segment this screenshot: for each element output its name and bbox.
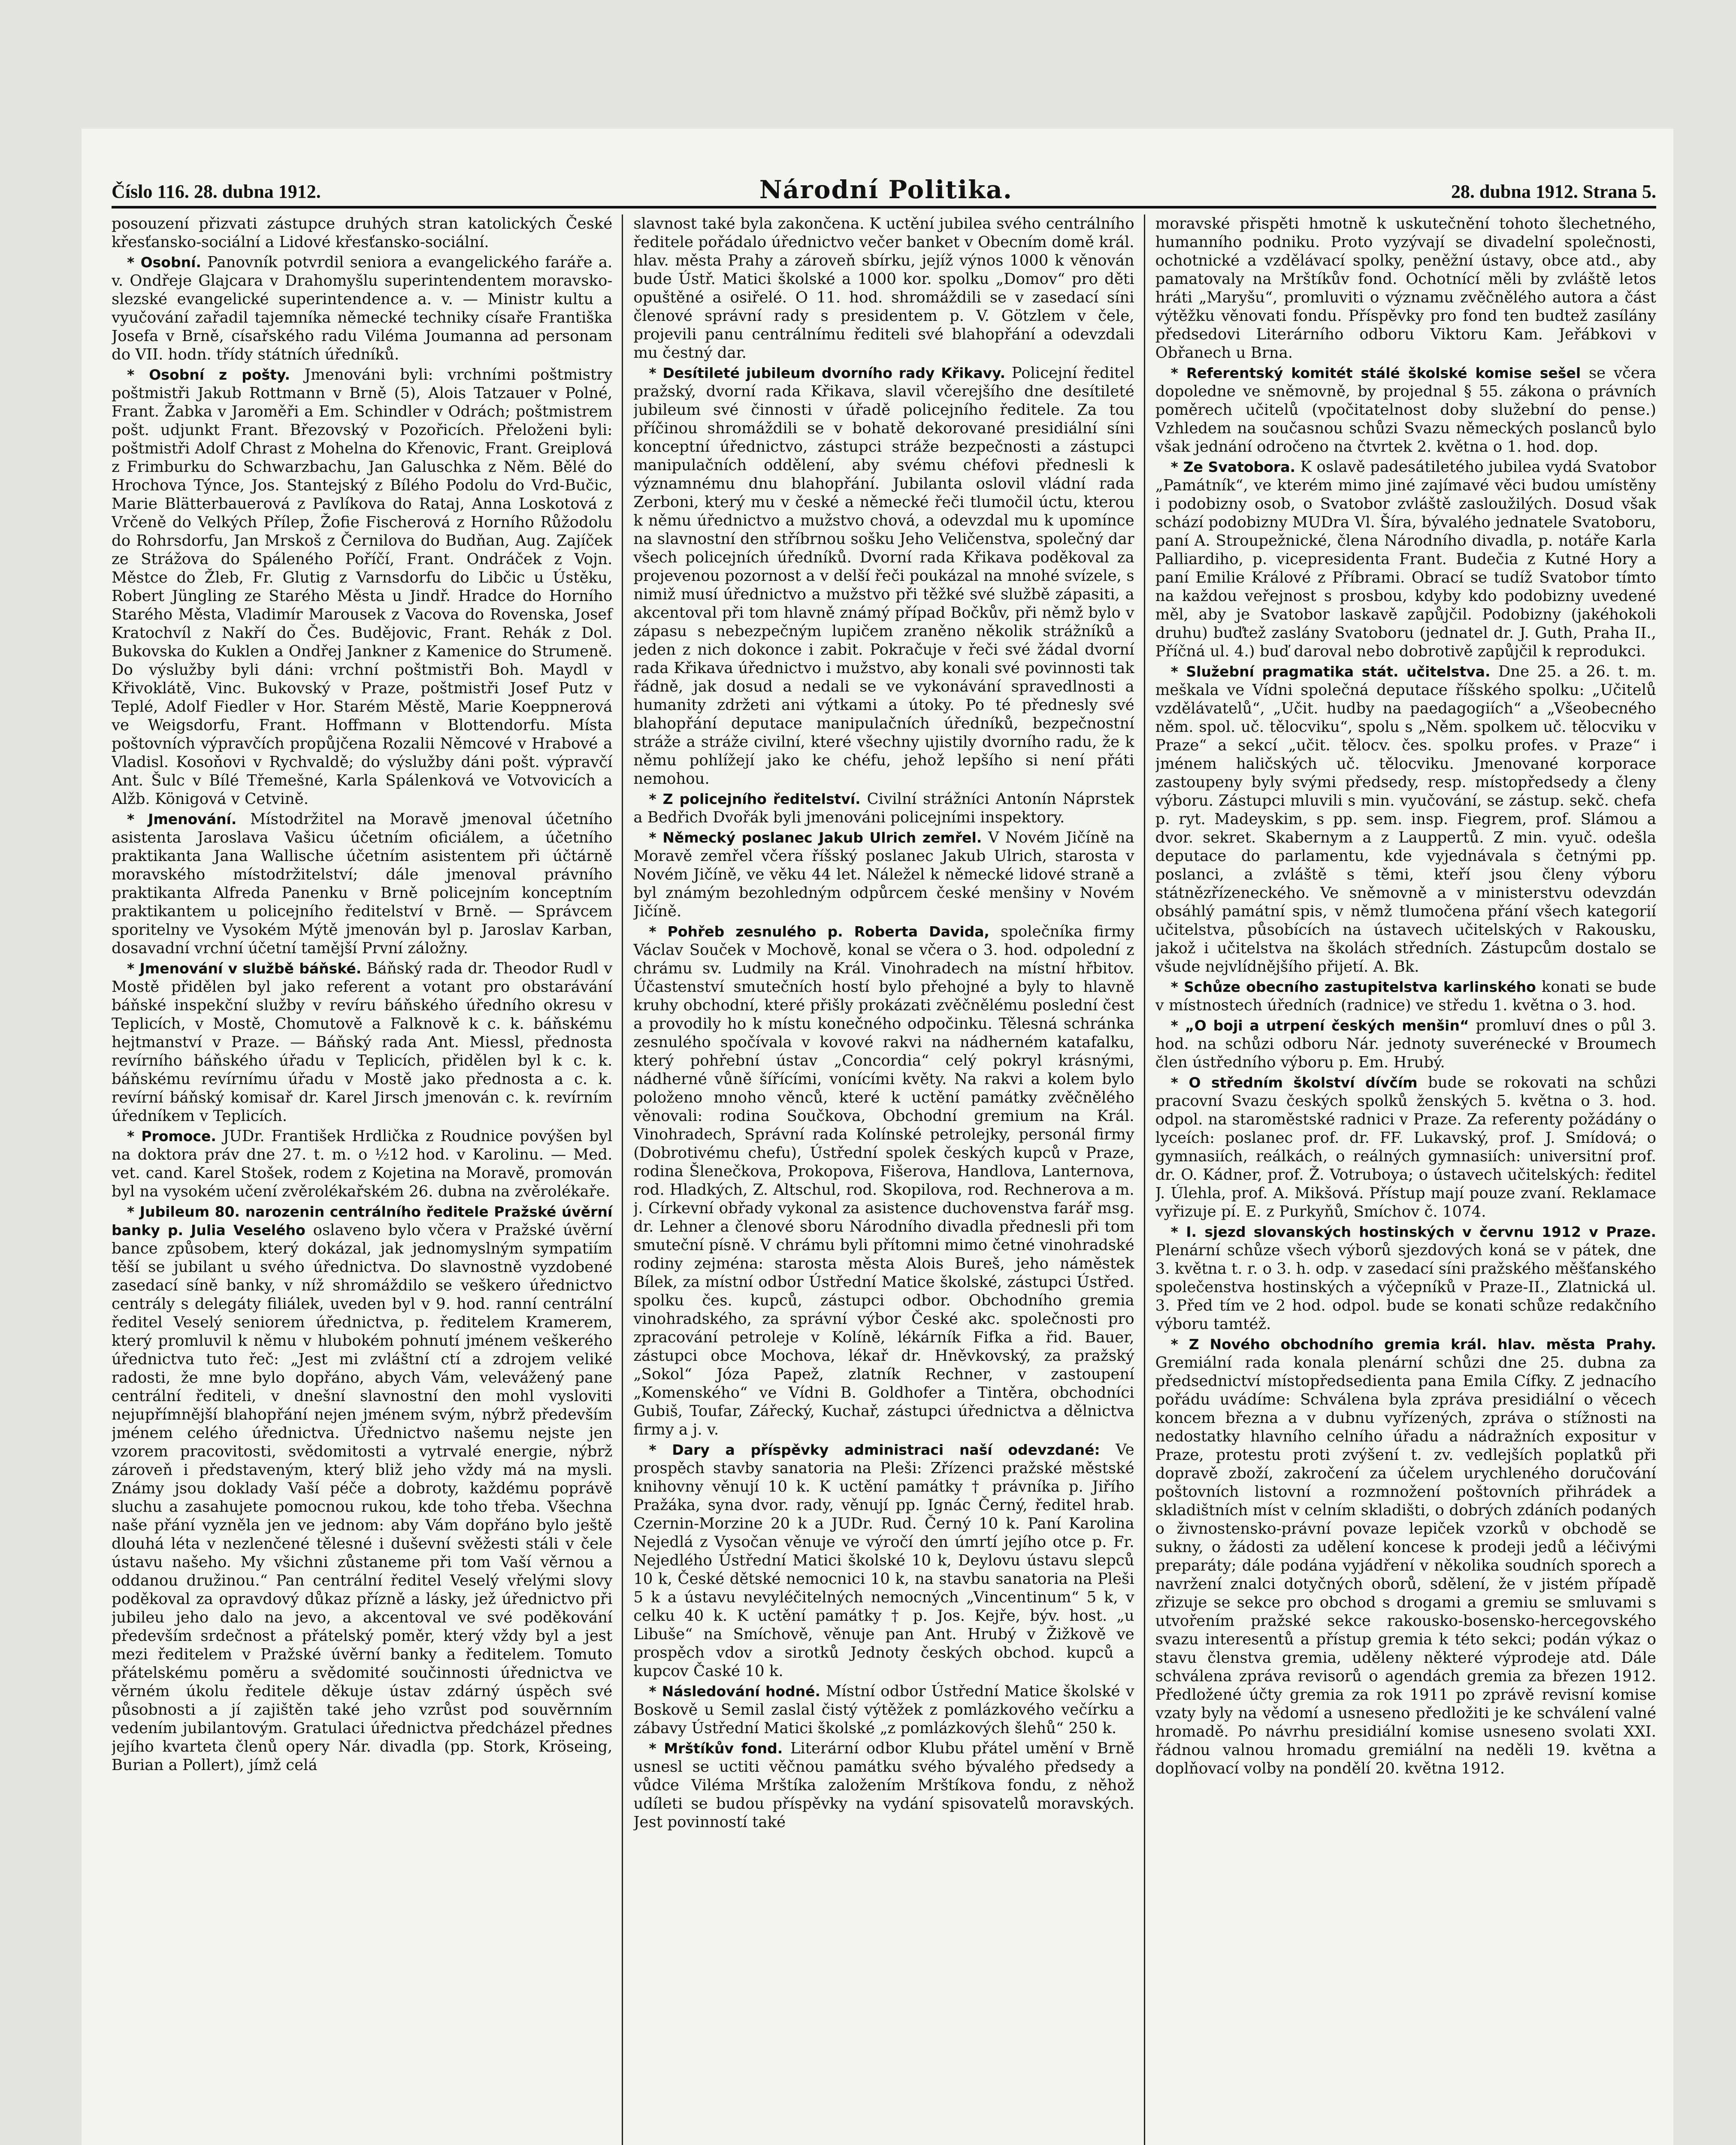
article-paragraph xyxy=(112,214,612,251)
paragraph-heading: * Ze Svatobora. xyxy=(1170,459,1296,475)
paragraph-text: Policejní ředitel pražský, dvorní rada Křikava, slavil včerejšího dne desítileté jubileum své činnosti v úřadě policejního ředitele. Za tou příčinou shromáždili se v bohatě dekorované presidiální síni konceptní úřednictvo, zástupci stráže bezpečnosti a zástupci manipulačních oddělení, aby svému chéfovi přednesli k významnému dnu blahopřání. Jubilanta oslovil vládní rada Zerboni, který mu v české a německé řeči tlumočil úctu, kterou k němu úřednictvo a mužstvo chová, a odevzdal mu k upomínce na slavnostní den stříbrnou sošku Jeho Veličenstva, společný dar všech policejních úředníků. Dvorní rada Křikava poděkoval za projevenou pozornost a v delší řeči poukázal na mnohé svízele, s nimiž musí úřednictvo a mužstvo při těžké své službě zápasiti, a akcentoval při tom hlavně známý případ Bočkův, při němž bylo v zápasu s nebezpečným lupičem zraněno několik strážníků a jeden z nich dokonce i zabit. Pokračuje v řeči své žádal dvorní rada Křikava úřednictvo i mužstvo, aby konali své povinnosti tak řádně, jak dosud a nedali se ve vykonávání spravedlnosti a humanity zdržeti ani výtkami a útoky. Po té přednesly své blahopřání deputace manipulačních úředníků, bezpečnostní stráže a stráže civilní, které všechny ujistily dvorního radu, že k němu pohlížejí jako ke chéfu, jehož lepšího si není přáti nemohou. xyxy=(633,364,1134,788)
article-paragraph xyxy=(112,1202,612,1774)
article-paragraph xyxy=(633,214,1134,362)
paragraph-text: se včera dopoledne ve sněmovně, by projednal § 55. zákona o právních poměrech učitelů (vpočitatelnost doby služební do pense.) Vzhledem na současnou schůzi Svazu německých poslanců bylo však jednání odročeno na čtvrtek 2. května o 1. hod. dop. xyxy=(1155,364,1656,456)
article-paragraph xyxy=(112,959,612,1125)
article-paragraph xyxy=(112,810,612,958)
paragraph-heading: * Schůze obecního zastupitelstva karlinského xyxy=(1170,979,1536,995)
article-paragraph xyxy=(1155,662,1656,976)
paragraph-text: slavnost také byla zakončena. K uctění jubilea svého centrálního ředitele pořádalo úřednictvo večer banket v Obecním domě král. hlav. města Prahy a zároveň sbírku, jejíž výnos 1000 k věnován bude Ústř. Matici školské a 1000 kor. spolku „Domov“ pro děti opuštěné a osiřelé. O 11. hod. shromáždili se v zasedací síni členové správní rady s presidentem p. V. Götzlem v čele, projevili panu centrálnímu řediteli své blahopřání a odevzdali mu čestný dar. xyxy=(633,215,1134,362)
paragraph-heading: * „O boji a utrpení českých menšin“ xyxy=(1170,1017,1469,1034)
paragraph-text: konati se bude v místnostech úředních (radnice) ve středu 1. května o 3. hod. xyxy=(1155,978,1656,1014)
paragraph-text: společníka firmy Václav Souček v Mochově, konal se včera o 3. hod. odpolední z chrámu sv. Ludmily na Král. Vinohradech na místní hřbitov. Účastenství smutečních hostí bylo přehojné a byly to hlavně kruhy obchodní, které přišly prokázati zvěčnělému poslední čest a provodily ho k místu konečného odpočinku. Tělesná schránka zesnulého spočívala v kovové rakvi na nádherném katafalku, který pohřební ústav „Concordia“ celý pokryl krásnými, nádherné vůně šířícími, vonícími květy. Na rakvi a kolem bylo položeno mnoho věnců, které k uctění památky zvěčnělého věnovali: rodina Součkova, Obchodní gremium na Král. Vinohradech, Správní rada Kolínské petrolejky, personál firmy (Dobrotivému chefu), Ústřední spolek českých kupců v Praze, rodina Šlenečkova, Prokopova, Fišerova, Handlova, Lanternova, rod. Hladkých, Z. Altschul, rod. Skopilova, rod. Rechnerova a m. j. Církevní obřady vykonal za asistence duchovenstva farář msg. dr. Lehner a členové sboru Národního divadla přednesli při tom smuteční písně. V chrámu byli přítomni mimo četné vinohradské rodiny zejména: starosta města Alois Bureš, jeho náměstek Bílek, za místní odbor Ústřední Matice školské, zástupci Ústřed. spolku čes. kupců, zástupci odbor. Obchodního gremia vinohradského, za správní výbor České akc. společnosti pro zpracování petroleje v Kolíně, lékárník Fifka a řid. Bauer, zástupci obce Mochova, lékař dr. Hněvkovský, za pražský „Sokol“ Józa Papež, zlatník Rechner, v zastoupení „Komenského“ ve Vídni B. Goldhofer a Tintěra, obchodníci Gubiš, Toufar, Zářecký, Kuchař, zástupci úřednictva a dělnictva firmy a j. v. xyxy=(633,923,1134,1438)
paragraph-text: Báňský rada dr. Theodor Rudl v Mostě přidělen byl jako referent a votant pro obstarávání báňské inspekční služby v revíru báňského úředního okresu v Teplicích, v Mostě, Chomutově a Falknově k c. k. báňskému hejtmanství v Praze. — Báňský rada Ant. Miessl, přednosta revírního báňského úřadu v Teplicích, přidělen byl k c. k. báňskému revírnímu úřadu v Mostě jako přednosta a c. k. revírní báňský komisař dr. Karel Jirsch jmenován c. k. revírním úředníkem v Teplicích. xyxy=(112,960,613,1125)
article-paragraph xyxy=(633,364,1134,788)
article-columns xyxy=(112,214,1656,2145)
paragraph-heading: * Jmenování. xyxy=(127,811,237,828)
paragraph-text: oslaveno bylo včera v Pražské úvěrní bance způsobem, který dokázal, jak jednomyslným sympatiím těší se jubilant u svého úřednictva. Do slavnostně vyzdobené zasedací síně banky, v níž shromáždilo se veškero úřednictvo centrály s delegáty filiálek, uveden byl v 9. hod. ranní centrální ředitel Veselý seniorem úřednictva, p. ředitelem Kramerem, který promluvil k němu v hlubokém pohnutí jménem veškerého úřednictva tuto řeč: „Jest mi zvláštní ctí a zdrojem veliké radosti, že mne bylo dopřáno, abych Vám, velevážený pane centrální řediteli, v dnešní slavnostní den mohl vysloviti nejupřímnější blahopřání nejen jménem svým, nýbrž především jménem celého úřednictva. Úřednictvo našemu nejste jen vzorem pracovitosti, svědomitosti a vytrvalé energie, nýbrž zároveň i představeným, který bliž jeho vždy má na mysli. Známy jsou doklady Vaší péče a dobroty, každému poprávě sluchu a zasahujete pomocnou rukou, kde toho třeba. Všechna naše přání vyzněla jen ve jednom: aby Vám dopřáno bylo ještě dlouhá léta v nezlenčené tělesné i duševní svěžesti stáli v čele ústavu našeho. My všichni zůstaneme při tom Vaší věrnou a oddanou družinou.“ Pan centrální ředitel Veselý vřelými slovy poděkoval za opravdový důkaz přízně a lásky, jež úřednictvo při jubileu jeho dalo na jevo, a akcentoval ve své poděkování především srdečnost a přátelský poměr, který vždy byl a jest mezi ředitelem v Pražské úvěrní banky a ředitelem. Tomuto přátelskému poměru a svědomité součinnosti úřednictva ve věrném úkolu ředitele děkuje ústav zdárný úspěch své působnosti a jí zajištěn také jeho vzrůst pod souvěrnním vedením jubilantovým. Gratulaci úřednictva předcházel přednes jejího kvarteta členů opery Nár. divadla (pp. Stork, Kröseing, Burian a Pollert), jímž celá xyxy=(112,1221,613,1774)
paragraph-heading: * Mrštíkův fond. xyxy=(649,1740,783,1757)
article-paragraph xyxy=(633,1739,1134,1831)
paragraph-heading: * Desítileté jubileum dvorního rady Křikavy. xyxy=(649,365,1006,381)
paragraph-text: bude se rokovati na schůzi pracovní Svazu českých spolků ženských 5. května o 3. hod. odpol. na staroměstské radnici v Praze. Za referenty požádány o lyceích: poslanec prof. dr. FF. Lukavský, prof. J. Smídová; o gymnasiích, reálkách, o reálných gymnasiích: universitní prof. dr. O. Kádner, prof. Ž. Votruboya; o ústavech učitelských: ředitel J. Úlehla, prof. A. Mikšová. Přístup mají pouze zvaní. Reklamace vyřizuje pí. E. z Purkyňů, Smíchov č. 1074. xyxy=(1155,1074,1656,1221)
article-paragraph xyxy=(1155,364,1656,456)
paragraph-heading: * Osobní z pošty. xyxy=(127,366,290,383)
article-paragraph xyxy=(1155,978,1656,1015)
paragraph-heading: * Referentský komitét stálé školské komise sešel xyxy=(1170,365,1581,381)
date-page-number: 28. dubna 1912. Strana 5. xyxy=(1451,181,1656,202)
paragraph-text: promluví dnes o půl 3. hod. na schůzi odboru Nár. jednoty suverénecké v Broumech člen ústředního výboru p. Em. Hrubý. xyxy=(1155,1017,1656,1071)
article-paragraph xyxy=(633,828,1134,921)
article-paragraph xyxy=(112,1127,612,1201)
issue-number: Číslo 116. 28. dubna 1912. xyxy=(112,181,321,202)
paragraph-heading: * Jubileum 80. narozenin centrálního ředitele Pražské úvěrní banky p. Julia Veselého xyxy=(112,1203,613,1239)
paragraph-text: Civilní strážníci Antonín Náprstek a Bedřich Dvořák byli jmenováni policejními inspektory. xyxy=(633,790,1134,826)
paragraph-heading: * Z Nového obchodního gremia král. hlav. města Prahy. xyxy=(1170,1336,1656,1353)
paragraph-text: Literární odbor Klubu přátel umění v Brně usnesl se uctiti věčnou památku svého bývalého předsedy a vůdce Viléma Mrštíka založením Mrštíkova fondu, z něhož udíleti se budou příspěvky na vydání spisovatelů moravských. Jest povinností také xyxy=(633,1740,1134,1831)
page-header xyxy=(112,176,1656,208)
paragraph-heading: * Promoce. xyxy=(127,1128,216,1145)
column-1 xyxy=(112,214,623,2145)
paragraph-heading: * Osobní. xyxy=(127,254,201,271)
paragraph-text: moravské přispěti hmotně k uskutečnění tohoto šlechetného, humanního podniku. Proto vyzývají se divadelní společnosti, ochotnické a vzdělávací spolky, peněžní ústavy, obce atd., aby pamatovaly na Mrštíkův fond. Ochotnící měli by zvláště letos hráti „Maryšu“, promluviti o významu zvěčnělého autora a část výtěžku věnovati fondu. Příspěvky pro fond ten budtež zasílány předsedovi Literárního odboru Viktoru Kam. Jeřábkovi v Obřanech u Brna. xyxy=(1155,215,1656,362)
paragraph-text: posouzení přizvati zástupce druhých stran katolických České křesťansko-sociální a Lidové křesťansko-sociální. xyxy=(112,215,613,251)
paragraph-heading: * Služební pragmatika stát. učitelstva. xyxy=(1170,663,1491,680)
masthead: Národní Politika. xyxy=(759,175,1013,204)
article-paragraph xyxy=(633,1441,1134,1680)
article-paragraph xyxy=(633,922,1134,1439)
paragraph-heading: * I. sjezd slovanských hostinských v červnu 1912 v Praze. xyxy=(1170,1224,1656,1240)
paragraph-text: Panovník potvrdil seniora a evangelického faráře a. v. Ondřeje Glajcara v Drahomyšlu superintendentem moravsko-slezské evangelické superintendence a. v. — Ministr kultu a vyučování zařadil tajemníka německé techniky císaře Františka Josefa v Brně, císařského radu Viléma Joumanna ad personam do VII. hodn. třídy státních úředníků. xyxy=(112,254,613,363)
paragraph-heading: * Německý poslanec Jakub Ulrich zemřel. xyxy=(649,829,982,846)
paragraph-text: Gremiální rada konala plenární schůzi dne 25. dubna za předsednictví místopředsedienta pana Emila Cífky. Z jednacího pořádu uvádíme: Schválena byla zpráva presidiální o věcech koncem března a v dubnu vyřízených, zpráva o stížnosti na nedostatky hlavního celního úřadu a nádražních expositur v Praze, protestu proti zvýšení t. zv. vedlejších poplatků při dopravě zboží, zakročení za účelem urychleného doručování poštovních listovní a rozmnožení poštovních přihrádek a skladištních míst v celním skladišti, o dobrých zdáních podaných o živnostensko-právní povaze lepiček vzorků v obchodě se sukny, o žádosti za udělení koncese k prodeji jedů a léčivými preparáty; dále podána vyjádření v několika soudních sporech a navržení znalci dotyčných oborů, sdělení, že v jistém případě zřizuje se sekce pro obchod s drogami a gremiu se smluvami s utvořením pražské sekce rakousko-bosensko-hercegovského svazu interesentů a přístup gremia k této sekci; podán výkaz o stavu členstva gremia, uděleny některé výprodeje atd. Dále schválena zpráva revisorů o agendách gremia za březen 1912. Předložené účty gremia za rok 1911 po zprávě revisní komise vzaty byly na vědomí a usneseno předložiti je ke schválení valné hromadě. Po návrhu presidiální komise usneseno svolati XXI. řádnou valnou hromadu gremiální na neděli 19. května a doplňovací volby na pondělí 20. května 1912. xyxy=(1155,1354,1656,1777)
article-paragraph xyxy=(1155,1223,1656,1333)
newspaper-page xyxy=(82,129,1673,2145)
article-paragraph xyxy=(633,1682,1134,1737)
article-paragraph xyxy=(1155,1016,1656,1072)
paragraph-text: Dne 25. a 26. t. m. meškala ve Vídni společná deputace říšského spolku: „Učitelů vzdělávatelů“, „Učit. hudby na paedagogiích“ a „Všeobecného něm. spol. uč. tělocviku“, spolu s „Něm. spolkem uč. tělocviku v Praze“ a sekcí „učit. tělocv. čes. spolku profes. v Praze“ i jménem haličských uč. tělocviku. Jmenované korporace zastoupeny byly svými předsedy, resp. místopředsedy a členy výboru. Zástupci mluvili s min. vyučování, se zástup. sekč. chefa p. ryt. Madeyskim, s pp. sem. insp. Fiegrem, prof. Slámou a dvor. sekret. Skabernym a z Lauppertů. Z min. vyuč. odešla deputace do parlamentu, kde vyjednávala s četnými pp. poslanci, a zvláště s těmi, kteří jsou členy výboru státnězřízeneckého. Ve sněmovně a v ministerstvu odevzdán obsáhlý památní spis, v němž tlumočena přání všech kategorií učitelstva, působících na ústavech učitelských v Rakousku, jakož i učitelstva na školách středních. Zástupcům dostalo se všude nejvlídnějšího přijetí. A. Bk. xyxy=(1155,663,1656,976)
article-paragraph xyxy=(1155,1335,1656,1778)
paragraph-text: K oslavě padesátiletého jubilea vydá Svatobor „Památník“, ve kterém mimo jiné zajímavé věci budou umístěny i podobizny osob, o Svatobor zvláště zasloužilých. Dosud však schází podobizny MUDra Vl. Šíra, bývalého jednatele Svatoboru, paní A. Stroupežnické, člena Národního divadla, p. notáře Karla Palliardiho, p. vicepresidenta Frant. Budečia z Kutné Hory a paní Emilie Králové z Příbrami. Obrací se tudíž Svatobor tímto na každou veřejnost s prosbou, kdyby kdo podobizny uvedené měl, aby je Svatobor laskavě zapůjčil. Podobizny (jakéhokoli druhu) buďtež zaslány Svatoboru (jednatel dr. J. Guth, Praha II., Příčná ul. 4.) buď daroval nebo dobrotivě zapůjčil k reprodukci. xyxy=(1155,458,1656,660)
article-paragraph xyxy=(1155,458,1656,661)
paragraph-heading: * Následování hodné. xyxy=(649,1683,821,1700)
paragraph-text: Ve prospěch stavby sanatoria na Pleši: Zřízenci pražské městské knihovny věnují 10 k. K uctění památky † právníka p. Jiřího Pražáka, syna dvor. rady, věnují pp. Ignác Černý, ředitel hrab. Czernin-Morzine 20 k a JUDr. Rud. Černý 10 k. Paní Karolina Nejedlá z Vysočan věnuje ve výročí den úmrtí jejího otce p. Fr. Nejedlého Ústřední Matici školské 10 k, Deylovu ústavu slepců 10 k, České dětské nemocnici 10 k, na stavbu sanatoria na Pleši 5 k a ústavu nevyléčitelných nemocných „Vincentinum“ 5 k, v celku 40 k. K uctění památky † p. Jos. Kejře, býv. host. „u Libuše“ na Smíchově, věnuje pan Ant. Hrubý v Žižkově ve prospěch vdov a sirotků Jednoty českých obchod. kupců a kupcov Časké 10 k. xyxy=(633,1441,1134,1680)
article-paragraph xyxy=(112,366,612,808)
article-paragraph xyxy=(1155,214,1656,362)
article-paragraph xyxy=(112,253,612,364)
paragraph-text: V Novém Jičíně na Moravě zemřel včera říšský poslanec Jakub Ulrich, starosta v Novém Jičíně, ve věku 44 let. Náležel k německé lidové straně a byl známým bezohledným odpůrcem české menšiny v Novém Jičíně. xyxy=(633,829,1134,920)
paragraph-heading: * Dary a příspěvky administraci naší odevzdané: xyxy=(649,1441,1100,1458)
paragraph-text: Místní odbor Ústřední Matice školské v Boskově u Semil zaslal čistý výtěžek z pomlázkového večírku a zábavy Ústřední Matici školské „z pomlázkových šlehů“ 250 k. xyxy=(633,1683,1134,1737)
paragraph-heading: * O středním školství dívčím xyxy=(1170,1074,1418,1091)
paragraph-text: Plenární schůze všech výborů sjezdových koná se v pátek, dne 3. května t. r. o 3. h. odp. v zasedací síni pražského měšťanského společenstva hostinských a výčepníků v Praze-II., Zlatnická ul. 3. Před tím ve 2 hod. odpol. bude se konati schůze redakčního výboru tamtéž. xyxy=(1155,1242,1656,1333)
article-paragraph xyxy=(1155,1073,1656,1221)
article-paragraph xyxy=(633,790,1134,827)
paragraph-heading: * Z policejního ředitelství. xyxy=(649,791,861,807)
paragraph-heading: * Pohřeb zesnulého p. Roberta Davida, xyxy=(649,923,990,940)
paragraph-text: JUDr. František Hrdlička z Roudnice povýšen byl na doktora práv dne 27. t. m. o ½12 hod. v Karolinu. — Med. vet. cand. Karel Stošek, rodem z Kojetina na Moravě, promován byl na vysokém učení zvěrolékařském 26. dubna na zvěrolékaře. xyxy=(112,1127,613,1200)
paragraph-text: Místodržitel na Moravě jmenoval účetního asistenta Jaroslava Vašicu účetním oficiálem, a účetního praktikanta Jana Wallische účetním asistentem při účtárně moravského místodržitelství; dále jmenoval právního praktikanta Alfreda Panenku v Brně policejním konceptním praktikantem u policejního ředitelství v Brně. — Správcem sporitelny ve Vysokém Mýtě jmenován byl p. Jaroslav Karban, dosavadní vrchní účetní tamější První záložny. xyxy=(112,810,613,957)
paragraph-heading: * Jmenování v službě báňské. xyxy=(127,960,362,977)
column-3 xyxy=(1155,214,1656,2145)
column-2 xyxy=(633,214,1145,2145)
paragraph-text: Jmenováni byli: vrchními poštmistry poštmistři Jakub Rottmann v Brně (5), Alois Tatzauer v Polné, Frant. Žabka v Jaroměři a Em. Schindler v Odrách; poštmistrem pošt. udjunkt Frant. Březovský v Pozořicích. Přeloženi byli: poštmistři Adolf Chrast z Mohelna do Křenovic, Frant. Greiplová z Frimburku do Schwarzbachu, Jan Galuschka z Něm. Bělé do Hrochova Týnce, Jos. Stantejský z Bílého Podolu do Vrd-Bučic, Marie Blätterbauerová z Pavlíkova do Rataj, Anna Loskotová z Vrčeně do Velkých Přílep, Žofie Fischerová z Horního Růžodolu do Rohrsdorfu, Jan Mrskoš z Černilova do Budňan, Aug. Zajíček ze Strážova do Spáleného Poříčí, Frant. Ondráček z Vojn. Městce do Žleb, Fr. Glutig z Varnsdorfu do Libčic u Ústěku, Robert Jüngling ze Starého Města u Jindř. Hradce do Horního Starého Města, Vladimír Marousek z Vacova do Rovenska, Josef Kratochvíl z Nakří do Čes. Budějovic, Frant. Rehák z Dol. Bukovska do Kuklen a Ondřej Jankner z Kamenice do Strumeně. Do výslužby byli dáni: vrchní poštmistři Boh. Maydl v Křivoklátě, Vinc. Bukovský v Praze, poštmistři Josef Putz v Teplé, Adolf Fiedler v Hor. Starém Městě, Marie Koeppnerová ve Weigsdorfu, Frant. Hoffmann v Blottendorfu. Místa poštovních výpravčích propůjčena Rozalii Němcové v Hrabové a Vladisl. Kosoňovi v Rychvaldě; do výslužby dáni pošt. výpravčí Ant. Šulc v Bílé Třemešné, Karla Spálenková ve Votvovicích a Alžb. Königová v Cetvině. xyxy=(112,366,613,808)
